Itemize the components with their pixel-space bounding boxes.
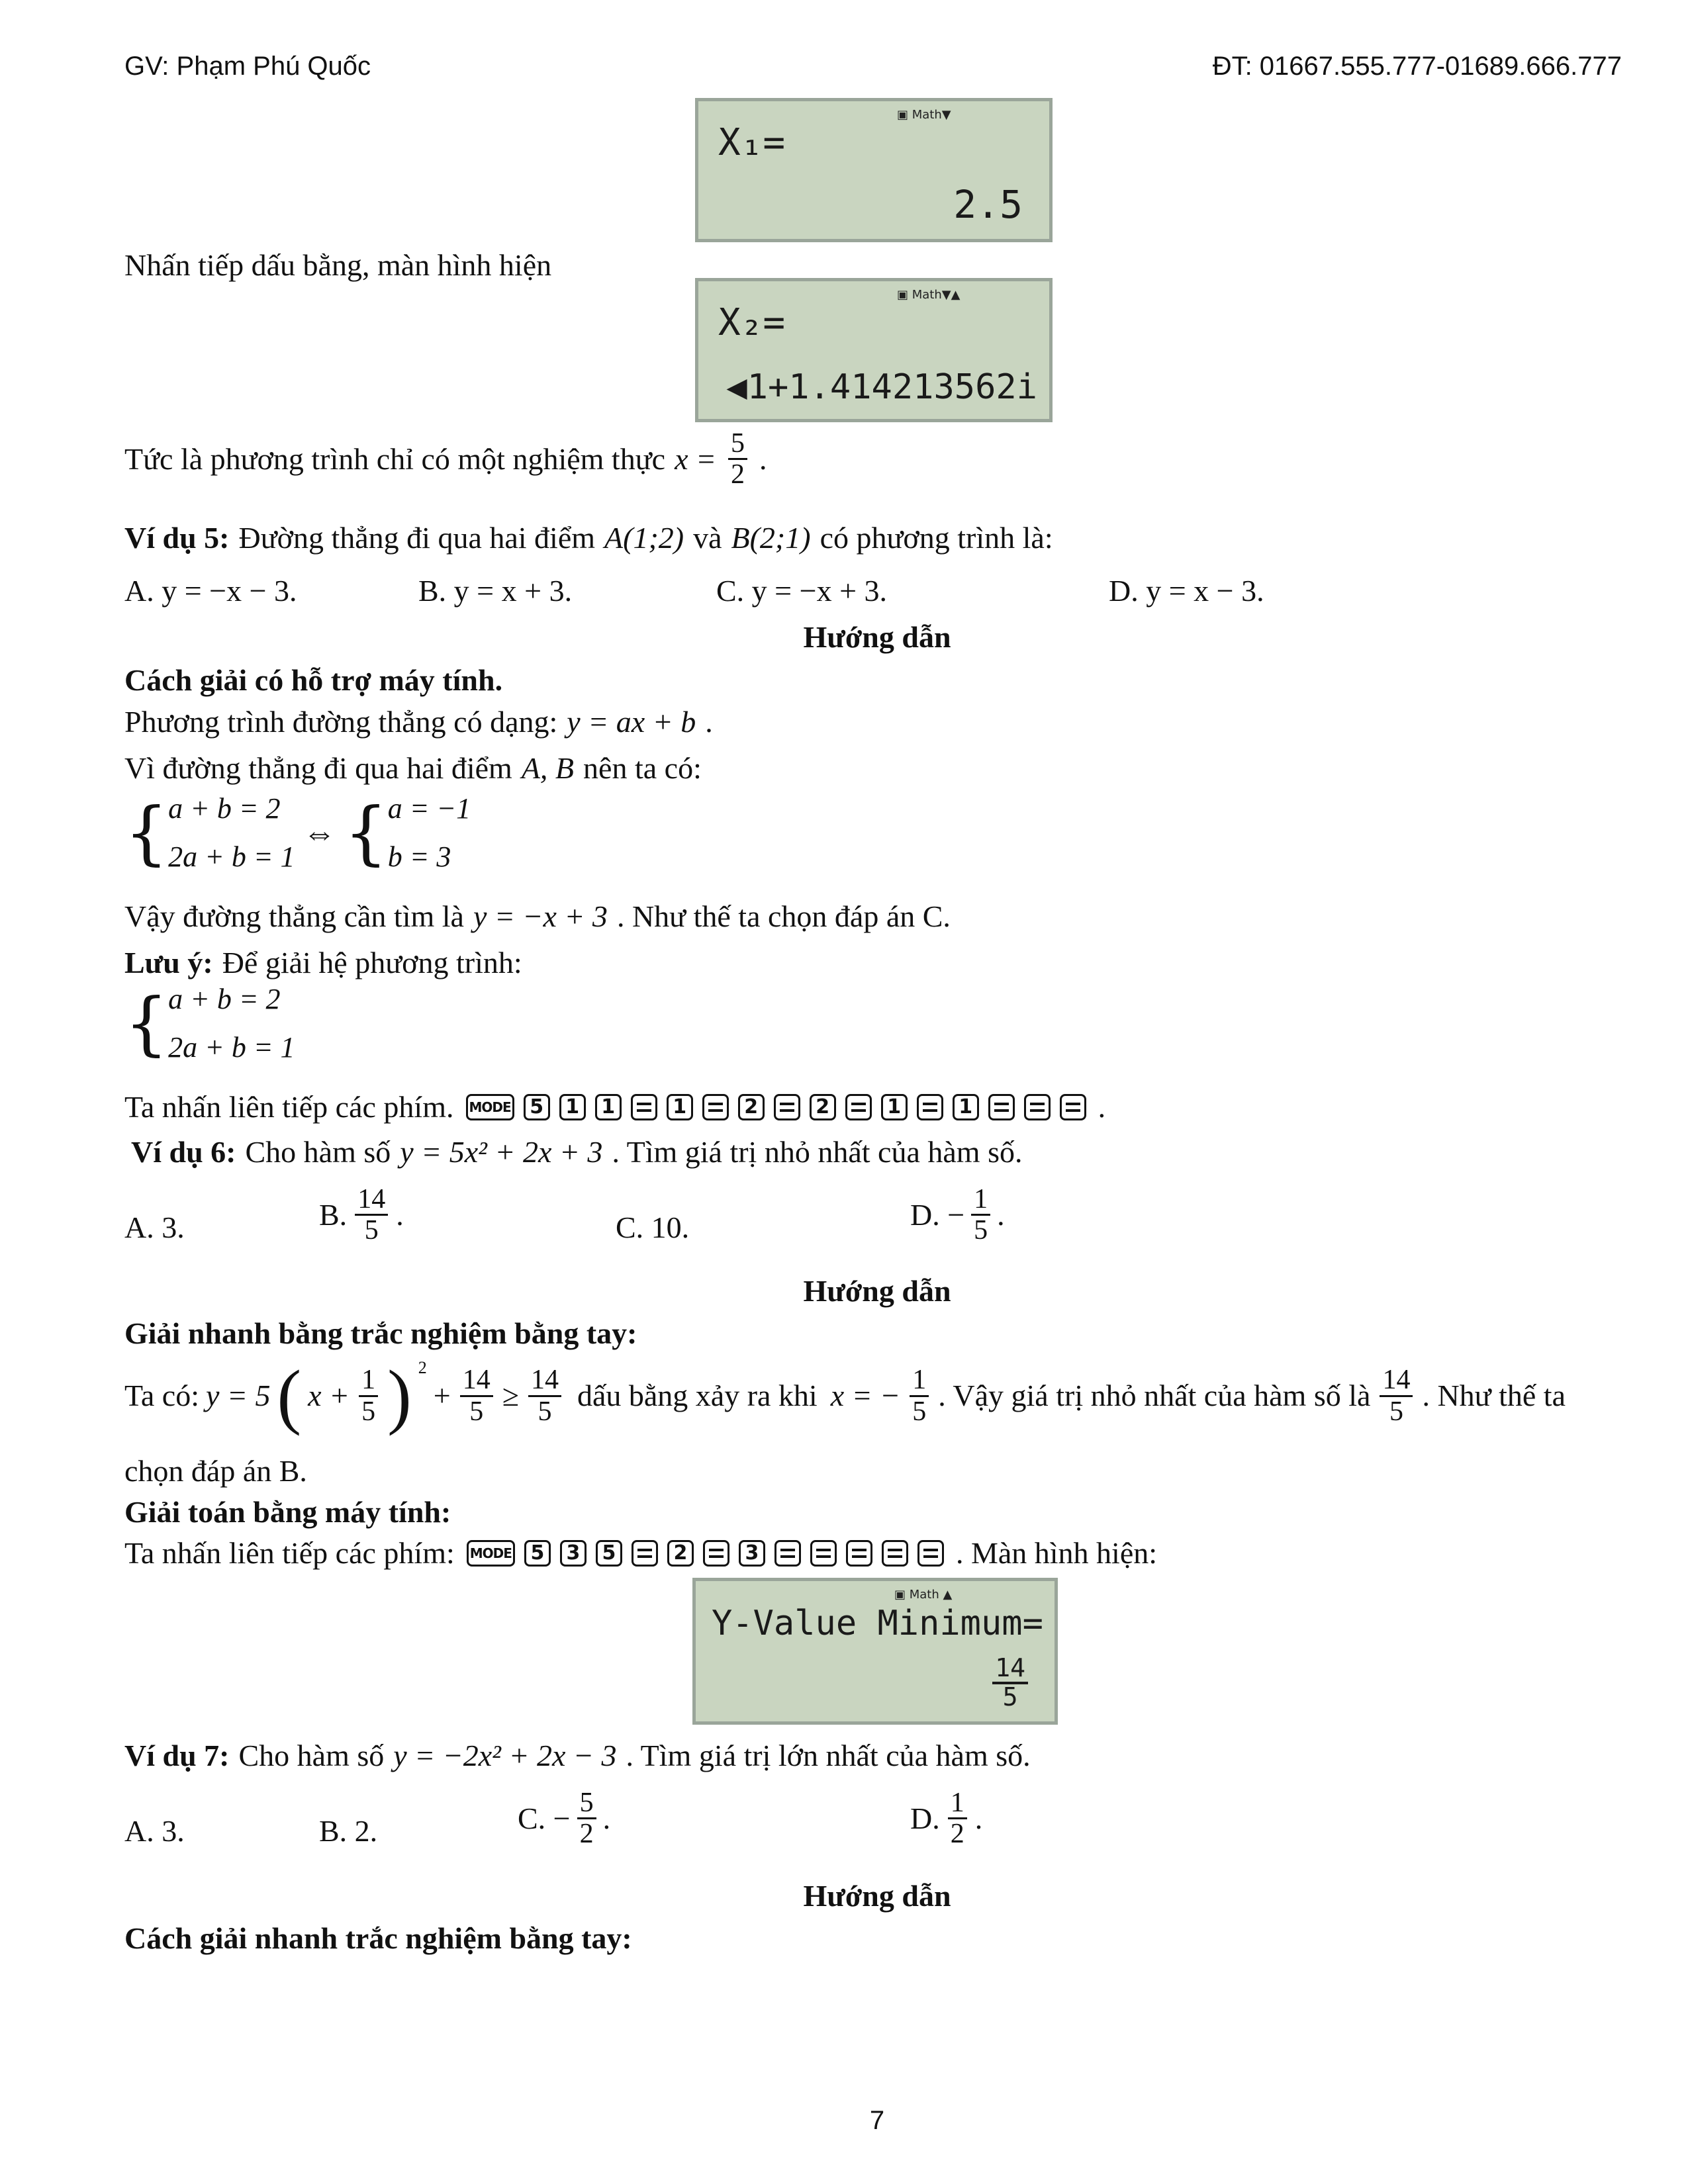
key-5: 5 xyxy=(524,1094,550,1120)
ex5-option-c: C. y = −x + 3. xyxy=(716,574,888,608)
screen-line2: ◀1+1.414213562i xyxy=(726,367,1037,407)
key-1: 1 xyxy=(595,1094,622,1120)
ex7-label: Ví dụ 7: xyxy=(124,1739,230,1772)
ex6-method2: Giải toán bằng máy tính: xyxy=(124,1495,451,1529)
key-1: 1 xyxy=(953,1094,979,1120)
ex5-method: Cách giải có hỗ trợ máy tính. xyxy=(124,663,503,697)
ex6-guide-heading: Hướng dẫn xyxy=(803,1274,951,1308)
key-equals xyxy=(632,1540,658,1567)
key-equals xyxy=(917,1094,943,1120)
ex5-option-b: B. y = x + 3. xyxy=(418,574,573,608)
key-2: 2 xyxy=(738,1094,765,1120)
key-sequence xyxy=(466,1094,1086,1120)
press-text: Nhấn tiếp dấu bằng, màn hình hiện xyxy=(124,248,552,282)
point-a: A(1;2) xyxy=(604,521,684,555)
key-5: 5 xyxy=(596,1540,622,1567)
key-equals xyxy=(882,1540,908,1567)
ex6-question: Ví dụ 6: Cho hàm số y = 5x² + 2x + 3 . Tìm giá trị nhỏ nhất của hàm số. xyxy=(131,1135,1023,1169)
conclusion-text: Tức là phương trình chỉ có một nghiệm thực xyxy=(124,441,666,476)
conclusion-lhs: x = xyxy=(675,441,717,476)
ex7-option-c: C. − $\frac{5}{2}$ . xyxy=(518,1788,611,1850)
ex7-guide-heading: Hướng dẫn xyxy=(803,1879,951,1913)
ex5-keys-line: Ta nhấn liên tiếp các phím. MODE 5 1 1 1 2 2 1 1 . xyxy=(124,1090,1106,1124)
header-phone: ĐT: 01667.555.777-01689.666.777 xyxy=(1212,52,1622,81)
ex6-method: Giải nhanh bằng trắc nghiệm bằng tay: xyxy=(124,1316,637,1350)
ex5-line3: Vậy đường thẳng cần tìm là y = −x + 3 . Như thế ta chọn đáp án C. xyxy=(124,899,951,933)
ex7-option-d: D. $\frac{1}{2}$ . xyxy=(910,1788,983,1850)
ex7-option-b: B. 2. xyxy=(319,1814,378,1848)
ex6-option-d: D. − $\frac{1}{5}$ . xyxy=(910,1184,1005,1246)
ex5-label: Ví dụ 5: xyxy=(124,521,230,555)
ex6-label: Ví dụ 6: xyxy=(131,1135,236,1169)
screen-line2: 2.5 xyxy=(953,182,1023,227)
ex6-keys-line: Ta nhấn liên tiếp các phím: MODE 5 3 5 2 3 . Màn hình hiện: xyxy=(124,1536,1158,1570)
key-mode: MODE xyxy=(467,1540,515,1567)
ex5-system-equivalence: { a + b = 2 2a + b = 1 ⇔ { a = −1 b = 3 xyxy=(124,792,471,873)
key-5: 5 xyxy=(524,1540,551,1567)
key-mode: MODE xyxy=(466,1094,514,1120)
ex6-continuation: chọn đáp án B. xyxy=(124,1454,307,1488)
ex5-guide-heading: Hướng dẫn xyxy=(803,620,951,654)
key-equals xyxy=(703,1540,729,1567)
key-equals xyxy=(988,1094,1015,1120)
key-equals xyxy=(845,1094,872,1120)
page-number: 7 xyxy=(869,2106,885,2135)
fraction-5-2: $\frac{5}{2}$ xyxy=(728,429,747,489)
ex6-function: y = 5x² + 2x + 3 xyxy=(400,1135,603,1169)
ex5-option-a: A. y = −x − 3. xyxy=(124,574,297,608)
header-teacher: GV: Phạm Phú Quốc xyxy=(124,52,371,81)
calculator-screen-minimum xyxy=(692,1578,1058,1725)
ex5-option-d: D. y = x − 3. xyxy=(1109,574,1264,608)
key-equals xyxy=(917,1540,944,1567)
equivalence-symbol: ⇔ xyxy=(303,814,336,851)
screen-line1: Y-Value Minimum= xyxy=(712,1604,1043,1643)
key-2: 2 xyxy=(667,1540,694,1567)
key-equals xyxy=(846,1540,872,1567)
screen-indicator: ▣ Math ▲ xyxy=(894,1588,953,1602)
key-equals xyxy=(631,1094,657,1120)
screen-result-fraction: 14 5 xyxy=(992,1655,1028,1711)
ex5-line2: Vì đường thẳng đi qua hai điểm A, B nên ta có: xyxy=(124,751,702,785)
key-equals xyxy=(1024,1094,1051,1120)
ex5-system-note: { a + b = 2 2a + b = 1 xyxy=(124,983,295,1064)
key-equals xyxy=(774,1540,801,1567)
ex5-note: Lưu ý: Để giải hệ phương trình: xyxy=(124,946,522,979)
point-b: B(2;1) xyxy=(731,521,811,555)
key-2: 2 xyxy=(810,1094,836,1120)
ex6-option-b: B. $\frac{14}{5}$ . xyxy=(319,1184,404,1246)
screen-line1: X₁= xyxy=(718,121,786,164)
ex7-question: Ví dụ 7: Cho hàm số y = −2x² + 2x − 3 . Tìm giá trị lớn nhất của hàm số. xyxy=(124,1739,1031,1772)
ex7-option-a: A. 3. xyxy=(124,1814,185,1848)
screen-indicator: ▣ Math▼ xyxy=(897,108,951,122)
key-3: 3 xyxy=(560,1540,586,1567)
screen-line1: X₂= xyxy=(718,301,786,344)
key-1: 1 xyxy=(559,1094,586,1120)
ex5-question: Ví dụ 5: Đường thẳng đi qua hai điểm A(1;2) và B(2;1) có phương trình là: xyxy=(124,521,1053,555)
screen-indicator: ▣ Math▼▲ xyxy=(897,288,961,302)
ex7-function: y = −2x² + 2x − 3 xyxy=(393,1739,617,1772)
ex6-derivation: Ta có: y = 5 ( x + $\frac{1}{5}$ ) 2 + $\frac{14}{5}$ ≥ $\frac{14}{5}$ dấu bằng xảy ra khi x = − $\frac{1}{5}$ . Vậy giá trị nhỏ nhất của hàm số là $\frac{14}{5}$ . Như thế ta xyxy=(124,1355,1566,1436)
key-1: 1 xyxy=(881,1094,908,1120)
ex6-option-c: C. 10. xyxy=(616,1210,690,1244)
key-sequence xyxy=(467,1540,944,1567)
conclusion-line: Tức là phương trình chỉ có một nghiệm thực x = $\frac{5}{2}$ . xyxy=(124,428,767,490)
ex7-method: Cách giải nhanh trắc nghiệm bằng tay: xyxy=(124,1921,632,1955)
ex5-line1: Phương trình đường thẳng có dạng: y = ax + b . xyxy=(124,705,713,739)
calculator-screen-x1 xyxy=(695,98,1053,242)
key-equals xyxy=(810,1540,837,1567)
key-equals xyxy=(702,1094,729,1120)
key-3: 3 xyxy=(739,1540,765,1567)
calculator-screen-x2 xyxy=(695,278,1053,422)
ex6-option-a: A. 3. xyxy=(124,1210,185,1244)
key-equals xyxy=(1060,1094,1086,1120)
key-1: 1 xyxy=(667,1094,693,1120)
key-equals xyxy=(774,1094,800,1120)
